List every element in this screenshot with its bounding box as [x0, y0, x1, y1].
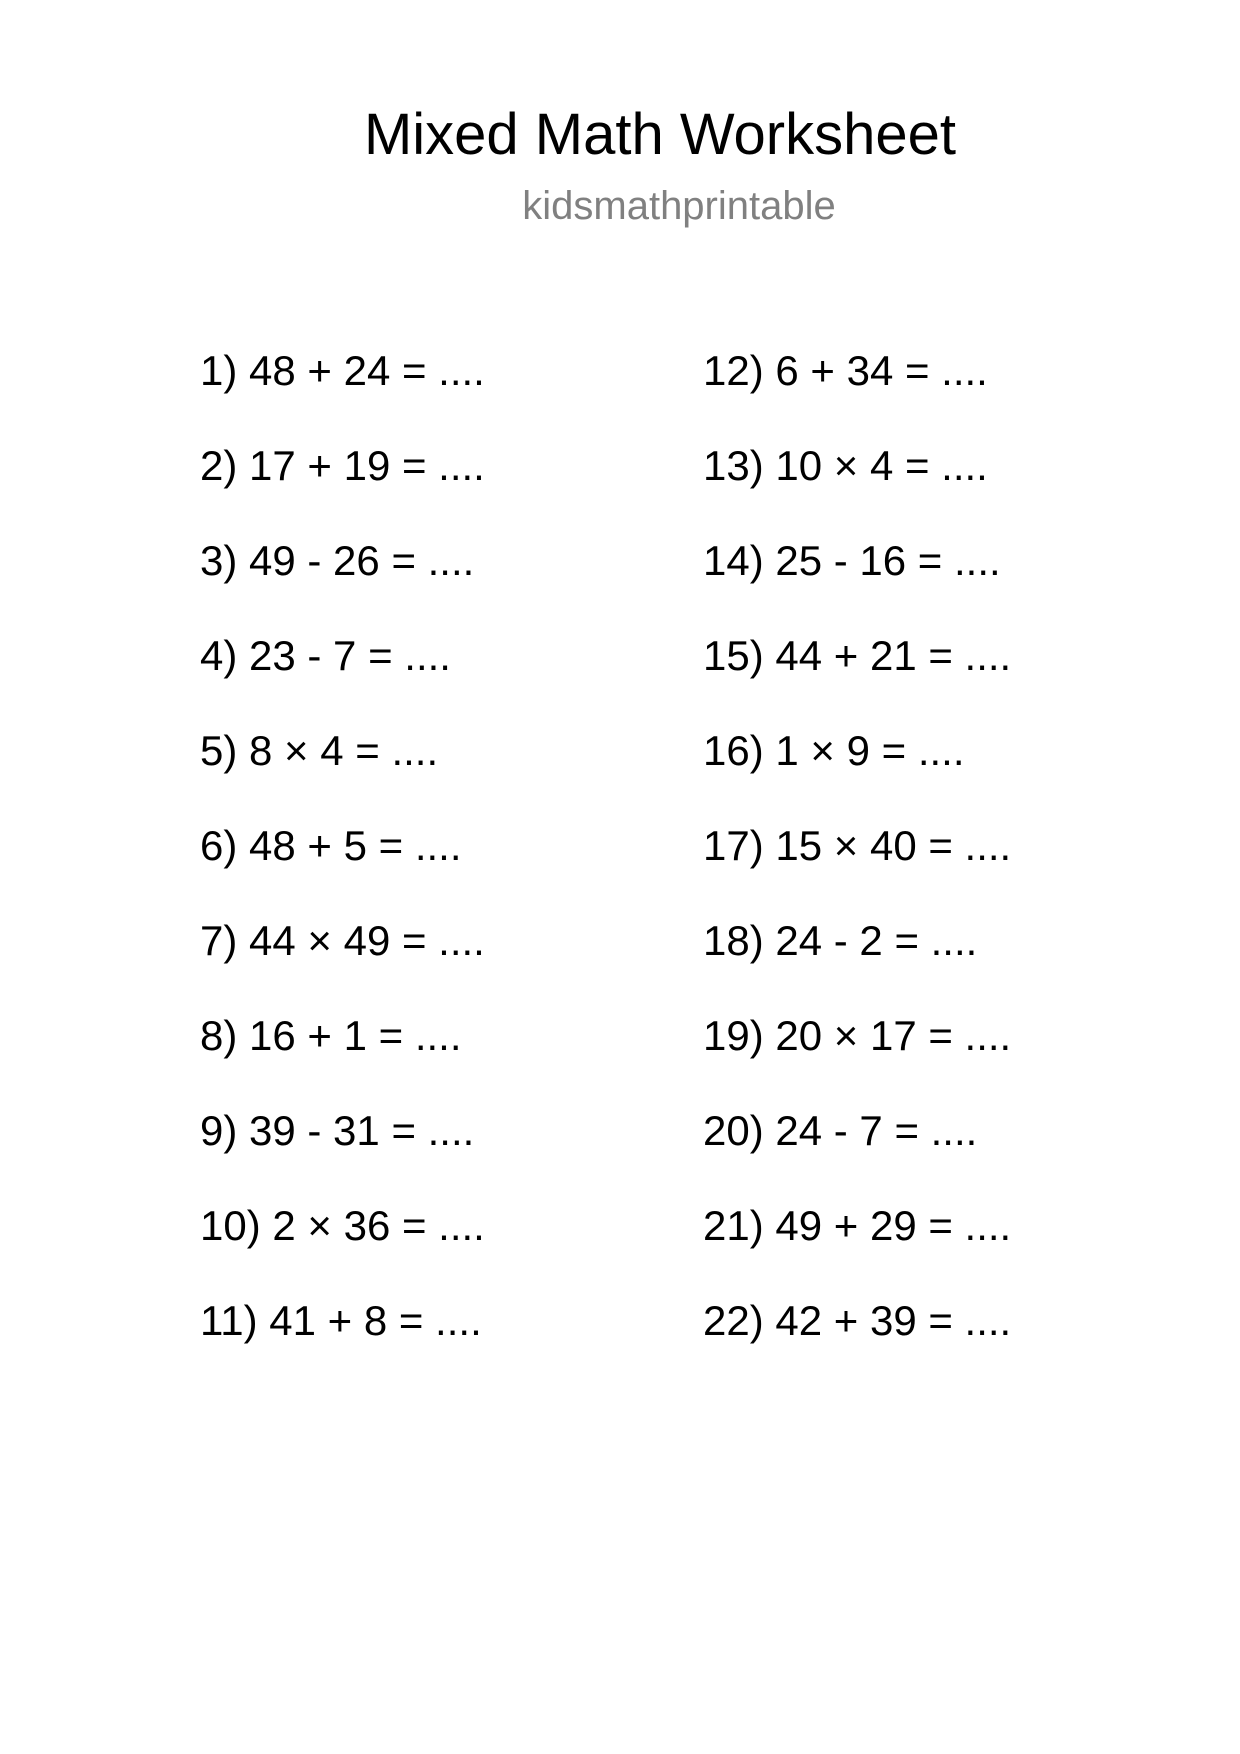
problem-item: 18) 24 - 2 = .... — [703, 917, 978, 964]
problem-item: 7) 44 × 49 = .... — [200, 917, 485, 964]
problem-item: 4) 23 - 7 = .... — [200, 632, 451, 679]
problem-list-left — [200, 346, 485, 1391]
problem-item: 9) 39 - 31 = .... — [200, 1107, 475, 1154]
problem-item: 19) 20 × 17 = .... — [703, 1012, 1012, 1059]
problem-item: 14) 25 - 16 = .... — [703, 537, 1001, 584]
problem-item: 11) 41 + 8 = .... — [200, 1297, 482, 1344]
problem-list-right — [703, 346, 1011, 1391]
problem-item: 17) 15 × 40 = .... — [703, 822, 1012, 869]
page-subtitle: kidsmathprintable — [522, 184, 836, 228]
problem-item: 12) 6 + 34 = .... — [703, 347, 988, 394]
problem-item: 6) 48 + 5 = .... — [200, 822, 462, 869]
problem-item: 5) 8 × 4 = .... — [200, 727, 439, 774]
page-title: Mixed Math Worksheet — [363, 102, 957, 167]
problem-item: 3) 49 - 26 = .... — [200, 537, 475, 584]
problem-item: 22) 42 + 39 = .... — [703, 1297, 1012, 1344]
problem-item: 15) 44 + 21 = .... — [703, 632, 1012, 679]
problem-item: 2) 17 + 19 = .... — [200, 442, 485, 489]
problem-item: 21) 49 + 29 = .... — [703, 1202, 1012, 1249]
problem-item: 1) 48 + 24 = .... — [200, 347, 485, 394]
problem-item: 13) 10 × 4 = .... — [703, 442, 988, 489]
problem-item: 20) 24 - 7 = .... — [703, 1107, 978, 1154]
problem-item: 8) 16 + 1 = .... — [200, 1012, 462, 1059]
problem-item: 16) 1 × 9 = .... — [703, 727, 965, 774]
problem-item: 10) 2 × 36 = .... — [200, 1202, 485, 1249]
